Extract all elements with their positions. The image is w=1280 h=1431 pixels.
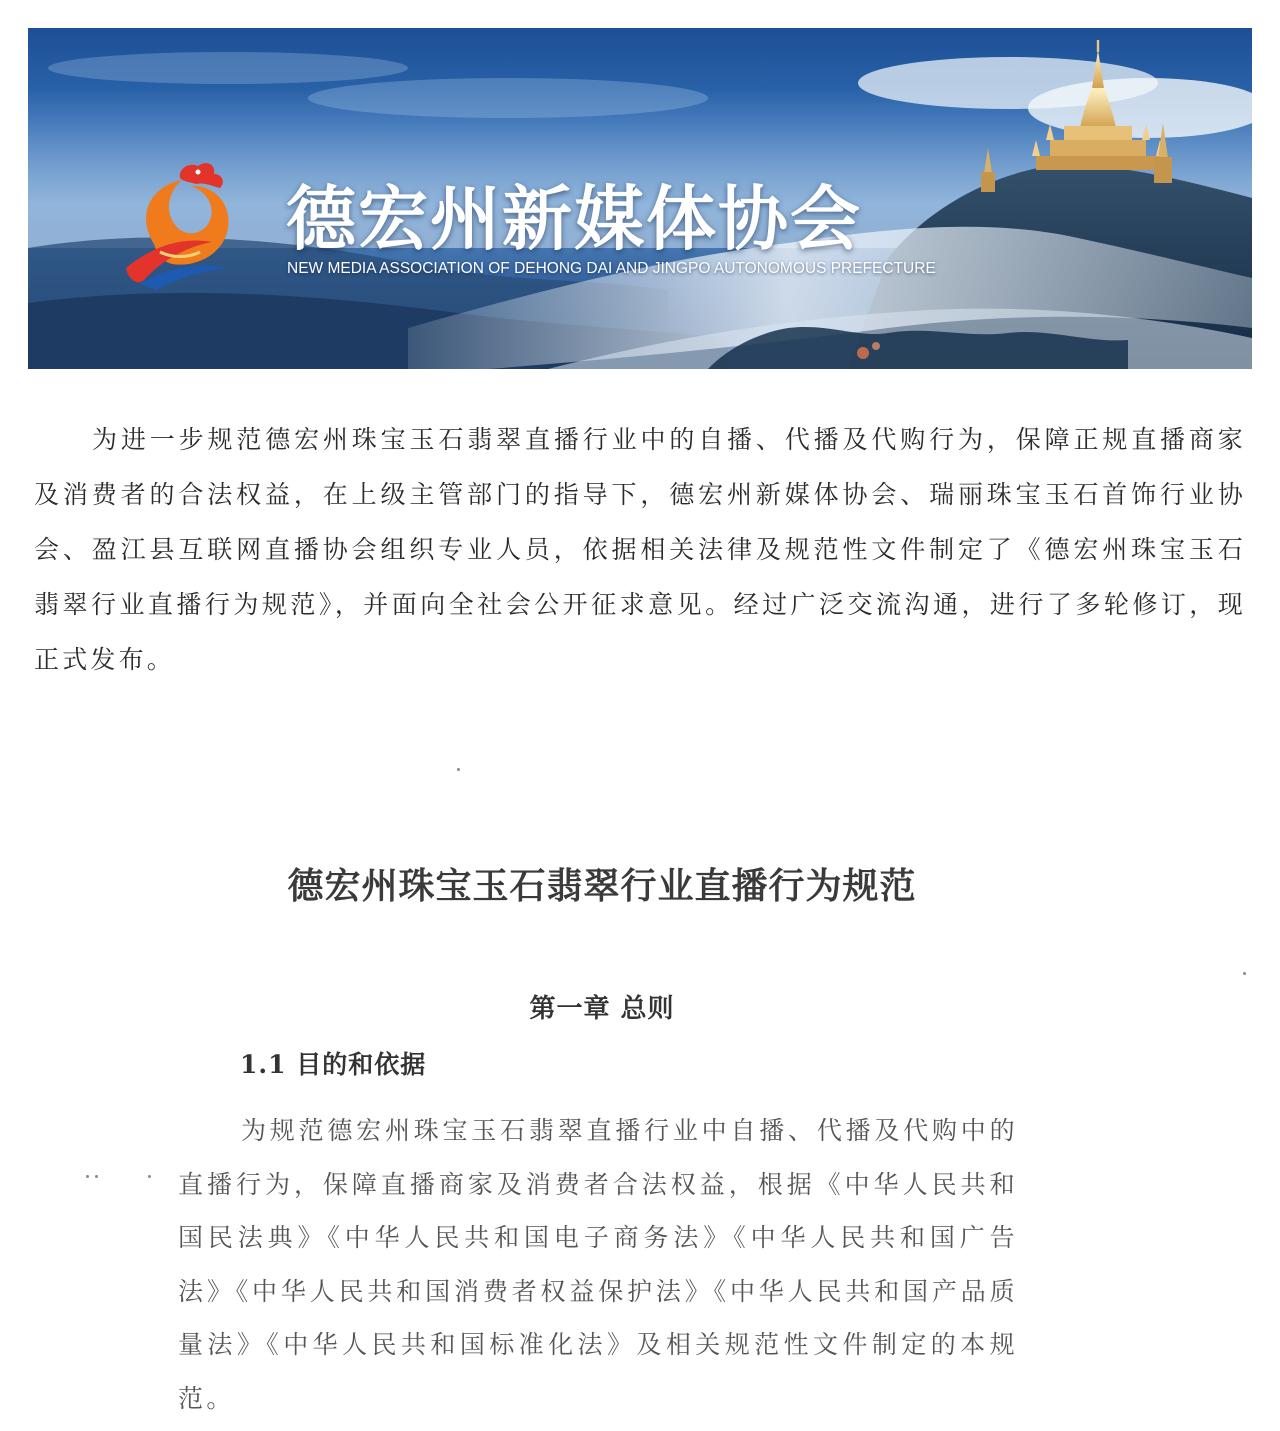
scan-speck [1243, 972, 1246, 975]
intro-paragraph: 为进一步规范德宏州珠宝玉石翡翠直播行业中的自播、代播及代购行为，保障正规直播商家及消费者的合法权益，在上级主管部门的指导下，德宏州新媒体协会、瑞丽珠宝玉石首饰行业协会、盈江县互联网直播协会组织专业人员，依据相关法律及规范性文件制定了《德宏州珠宝玉石翡翠行业直播行为规范》，并面向全社会公开征求意见。经过广泛交流沟通，进行了多轮修订，现正式发布。 [34, 425, 1246, 674]
chapter-heading: 第一章 总则 [529, 994, 675, 1024]
association-subtitle: NEW MEDIA ASSOCIATION OF DEHONG DAI AND JINGPO AUTONOMOUS PREFECTURE [287, 260, 936, 277]
section-body: 为规范德宏州珠宝玉石翡翠直播行业中自播、代播及代购中的直播行为，保障直播商家及消费者合法权益，根据《中华人民共和国民法典》《中华人民共和国电子商务法》《中华人民共和国广告法》《中华人民共和国消费者权益保护法》《中华人民共和国产品质量法》《中华人民共和国标准化法》及相关规范性文件制定的本规范。 [178, 1116, 1018, 1413]
header-banner [28, 28, 1252, 369]
document-title: 德宏州珠宝玉石翡翠行业直播行为规范 [287, 865, 917, 907]
scan-speck [86, 1175, 89, 1178]
scan-speck [148, 1175, 151, 1178]
scan-speck [95, 1175, 98, 1178]
association-title: 德宏州新媒体协会 [286, 177, 862, 260]
phoenix-logo-icon [120, 156, 252, 292]
section-heading: 1.1 目的和依据 [240, 1050, 427, 1079]
scan-speck [457, 768, 460, 771]
